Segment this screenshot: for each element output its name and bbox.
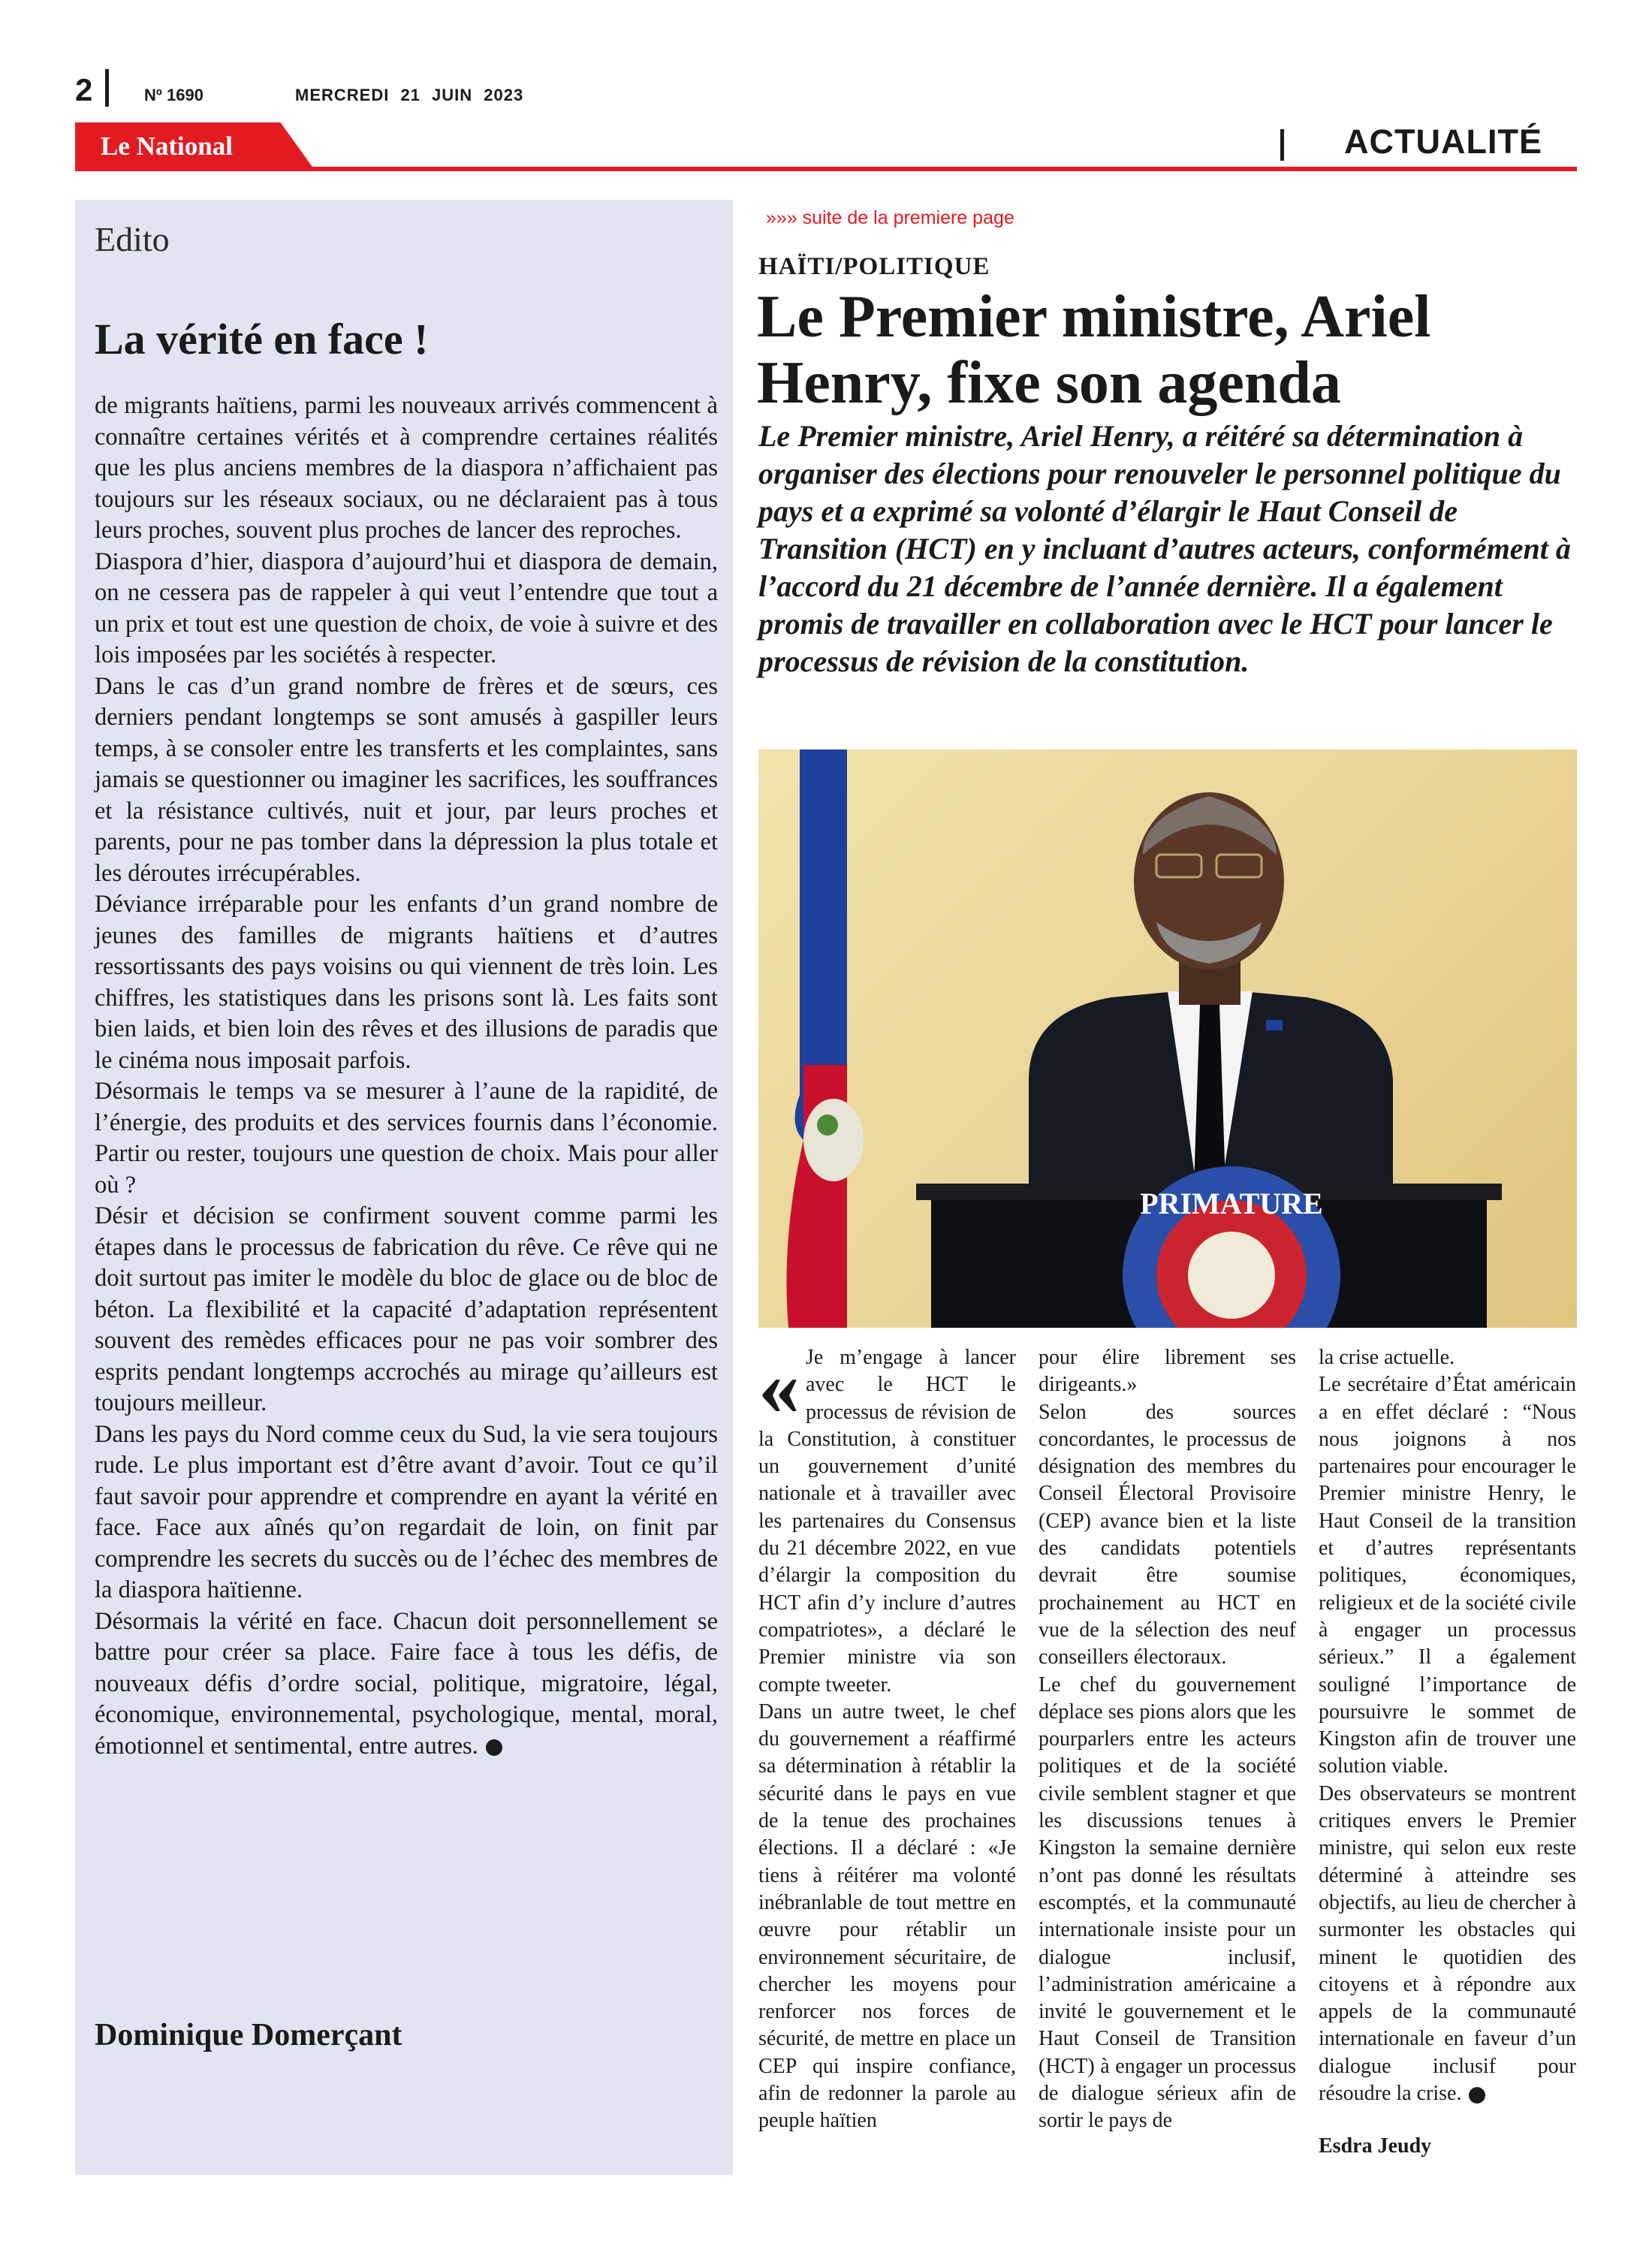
editorial-label: Edito xyxy=(95,220,170,258)
article-paragraph: la crise actuelle. xyxy=(1319,1346,1455,1369)
article-paragraph-text: Je m’engage à lancer avec le HCT le processus de révision de la Constitution, à constituer un gouvernement d’unité nationale et à travailler avec les partenaires du Consensus du 21 décembre 2022, en vue d’élargir la composition du HCT afin d’y inclure d’autres compatriotes», a déclaré le Premier ministre via son compte tweeter. xyxy=(758,1346,1016,1697)
article-lead: Le Premier ministre, Ariel Henry, a réitéré sa détermination à organiser des élections pour renouveler le personnel politique du pays et a exprimé sa volonté d’élargir le Haut Conseil de Transition (HCT) en y incluant d’autres acteurs, conformément à l’accord du 21 décembre de l’année dernière. Il a également promis de travailler en collaboration avec le HCT pour lancer le processus de révision de la constitution. xyxy=(758,419,1571,678)
article-paragraph xyxy=(758,1341,1016,1699)
editorial-paragraph: de migrants haïtiens, parmi les nouveaux arrivés commencent à connaître certaines vérités et à comprendre certaines réalités que les plus anciens membres de la diaspora n’affichaient pas toujours sur les réseaux sociaux, ou ne déclaraient pas à tous leurs proches, souvent plus proches de lancer des reproches. xyxy=(95,392,718,544)
article-paragraph: Selon des sources concordantes, le processus de désignation des membres du Conseil Électoral Provisoire (CEP) avance bien et la liste des candidats potentiels devrait être soumise prochainement au HCT en vue de la sélection des neuf conseillers électoraux. xyxy=(1039,1400,1296,1669)
editorial-paragraph: Déviance irréparable pour les enfants d’un grand nombre de jeunes des familles de migrants haïtiens et d’autres ressortissants des pays voisins ou qui viennent de très loin. Les chiffres, les statistiques dans les prisons sont là. Les faits sont bien laids, et bien loin des rêves et des illusions de paradis que le cinéma nous imposait parfois. xyxy=(95,891,718,1074)
editorial-title: La vérité en face ! xyxy=(95,315,429,363)
flag-coat-of-arms xyxy=(803,1099,864,1181)
article-photo xyxy=(758,749,1577,1328)
page-number: 2 xyxy=(75,72,93,107)
editorial-paragraph-text: Désormais la vérité en face. Chacun doit personnellement se battre pour créer sa place. Faire face à tous les défis, de nouveaux défis d’ordre social, politique, migratoire, légal, économique, environnemental, psychologique, mental, moral, émotionnel et sentimental, entre autres. xyxy=(95,1607,718,1760)
lapel-pin xyxy=(1266,1020,1283,1030)
article-byline: Esdra Jeudy xyxy=(1319,2134,1432,2158)
article-column-2 xyxy=(1039,1344,1296,2135)
editorial-paragraph: Dans les pays du Nord comme ceux du Sud, la vie sera toujours rude. Le plus important est d’être avant d’avoir. Tout ce qu’il faut savoir pour apprendre et comprendre en ayant la vérité en face. Face aux aînés qu’on regardait de loin, on finit par comprendre les secrets du succès ou de l’échec des membres de la diaspora haïtienne. xyxy=(95,1420,718,1603)
seal-center xyxy=(1188,1232,1275,1319)
editorial-paragraph: Désormais le temps va se mesurer à l’aune de la rapidité, de l’énergie, des produits et des services fournis dans l’économie. Partir ou rester, toujours une question de choix. Mais pour aller où ? xyxy=(95,1078,718,1199)
issue-number: Nº 1690 xyxy=(144,86,203,104)
editorial-author: Dominique Domerçant xyxy=(95,2018,402,2052)
opening-quote-mark: « xyxy=(758,1341,800,1432)
article-column-1 xyxy=(758,1341,1016,2135)
article-column-3 xyxy=(1319,1344,1576,2161)
page-number-divider xyxy=(105,69,109,107)
photo-illustration xyxy=(758,749,1577,1328)
article-paragraph: Le chef du gouvernement déplace ses pions alors que les pourparlers entre les acteurs politiques et de la société civile semblent stagner et que les discussions tenues à Kingston la semaine dernière n’ont pas donné les résultats escomptés, et la communauté internationale insiste pour un dialogue inclusif, l’administration américaine a invité le gouvernement et le Haut Conseil de Transition (HCT) à engager un processus de dialogue sérieux afin de sortir le pays de xyxy=(1039,1672,1296,2133)
continuation-note: »»» suite de la premiere page xyxy=(766,207,1014,228)
article-paragraph: Dans un autre tweet, le chef du gouvernement a réaffirmé sa détermination à rétablir la sécurité dans le pays en vue de la tenue des prochaines élections. Il a déclaré : «Je tiens à réitérer ma volonté inébranlable de tout mettre en œuvre pour rétablir un environnement sécuritaire, de chercher les moyens pour renforcer nos forces de sécurité, de mettre en place un CEP qui inspire confiance, afin de redonner la parole au peuple haïtien xyxy=(758,1700,1016,2133)
editorial-body xyxy=(95,391,718,1762)
publication-date: MERCREDI 21 JUIN 2023 xyxy=(295,86,524,104)
article-paragraph-text: Des observateurs se montrent critiques envers le Premier ministre, qui selon eux reste déterminé à atteindre ses objectifs, au lieu de chercher à surmonter les obstacles qui minent le quotidien des citoyens et à répondre aux appels de la communauté internationale en faveur d’un dialogue inclusif pour résoudre la crise. xyxy=(1319,1781,1576,2106)
section-title: ACTUALITÉ xyxy=(1344,122,1542,161)
end-of-article-icon xyxy=(1469,2087,1485,2104)
editorial-paragraph: Diaspora d’hier, diaspora d’aujourd’hui et diaspora de demain, on ne cessera pas de rappeler à qui veut l’entendre que tout a un prix et tout est une question de choix, de voie à suivre et des lois imposées par les sociétés à respecter. xyxy=(95,547,718,668)
coat-palm xyxy=(817,1114,838,1136)
end-of-article-icon xyxy=(486,1739,502,1756)
section-divider xyxy=(1280,129,1284,161)
article-paragraph: Le secrétaire d’État américain a en effet déclaré : “Nous nous joignons à nos partenaires pour encourager le Premier ministre Henry, le Haut Conseil de la transition et d’autres représentants politiques, économiques, religieux et de la société civile à engager un processus sérieux.” Il a également souligné l’importance de poursuivre le sommet de Kingston afin de trouver une solution viable. xyxy=(1319,1373,1576,1778)
brand-name: Le National xyxy=(101,131,233,161)
editorial-paragraph: Désir et décision se confirment souvent comme parmi les étapes dans le processus de fabrication du rêve. Ce rêve qui ne doit surtout pas imiter le modèle du bloc de glace ou de bloc de béton. La flexibilité et la capacité d’adaptation représentent souvent des remèdes efficaces pour ne pas voir sombrer des esprits pendant longtemps accrochés au mirage qu’ailleurs est toujours meilleur. xyxy=(95,1202,718,1416)
editorial-paragraph-last xyxy=(95,1606,718,1763)
editorial-paragraph: Dans le cas d’un grand nombre de frères et de sœurs, ces derniers pendant longtemps se sont amusés à gaspiller leurs temps, à se consoler entre les transferts et les complaintes, sans jamais se questionner ou imaginer les sacrifices, les souffrances et la résistance cultivés, nuit et jour, par leurs proches et parents, pour ne pas tomber dans la dépression la plus totale et les déroutes irrécupérables. xyxy=(95,672,718,887)
article-paragraph-last xyxy=(1319,1781,1576,2108)
article-paragraph: pour élire librement ses dirigeants.» xyxy=(1039,1346,1296,1397)
article-kicker: HAÏTI/POLITIQUE xyxy=(758,253,990,280)
article-headline: Le Premier ministre, Ariel Henry, fixe son agenda xyxy=(757,284,1431,416)
podium-label: PRIMATURE xyxy=(1140,1187,1323,1220)
